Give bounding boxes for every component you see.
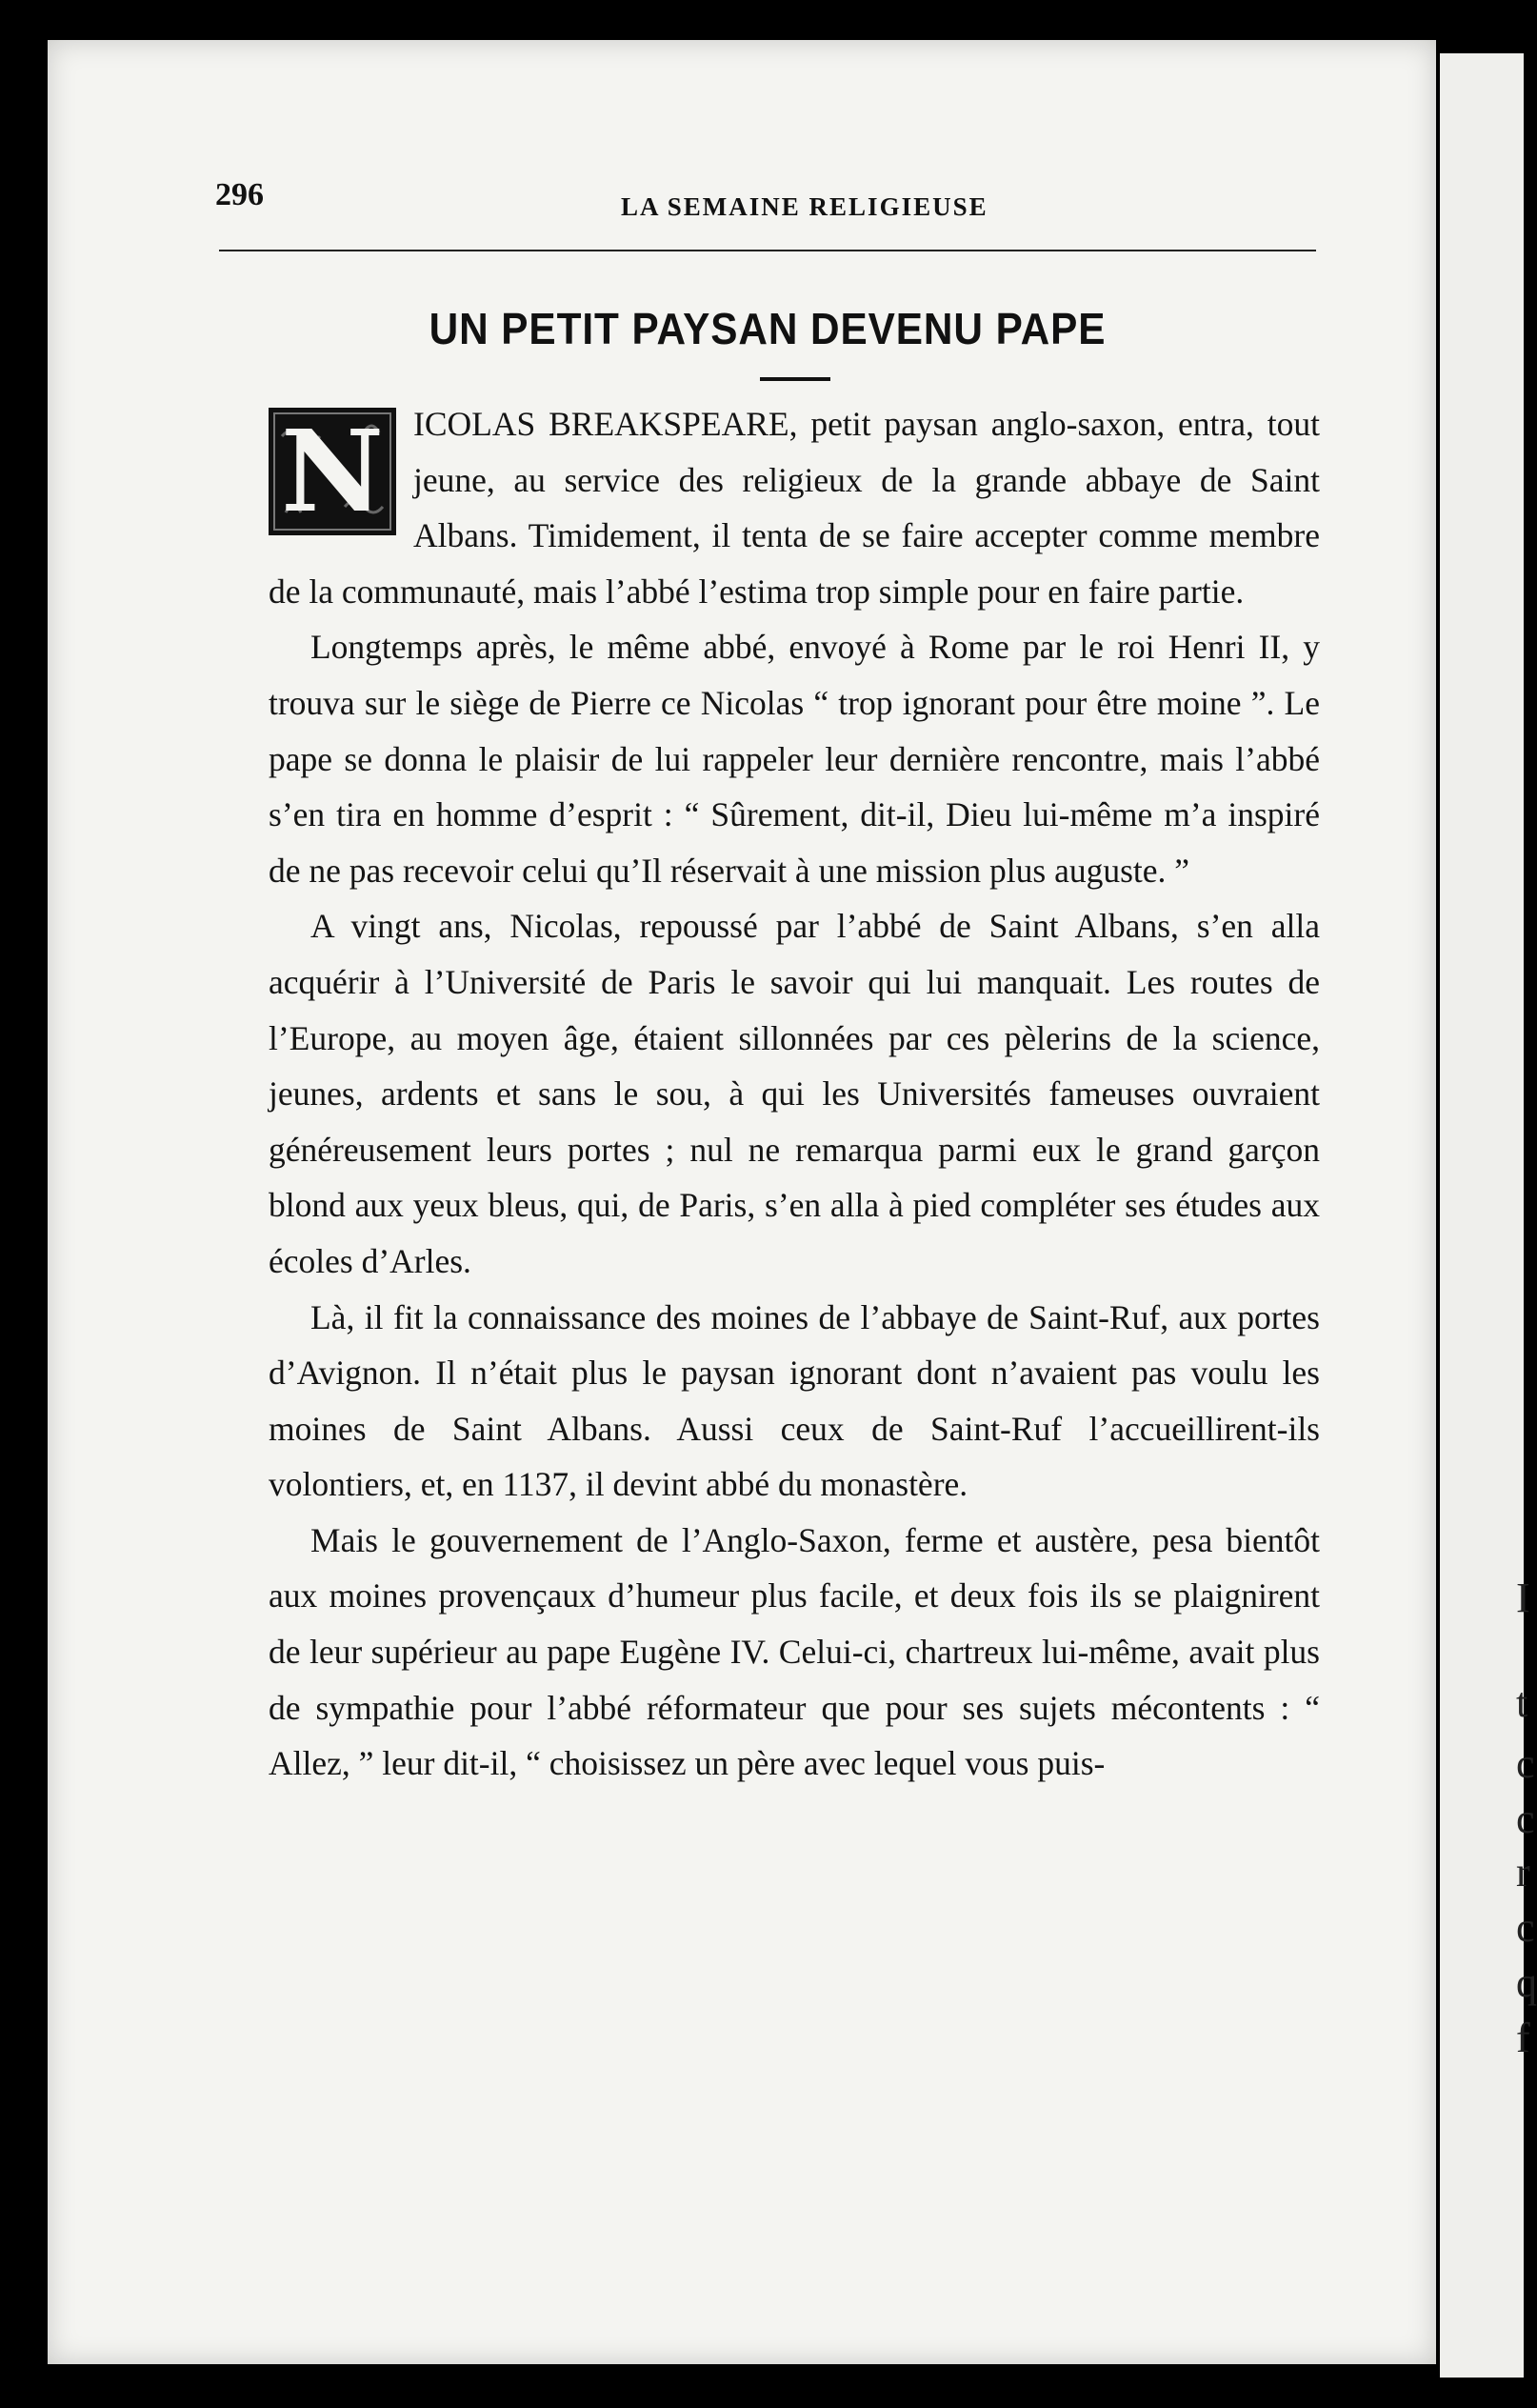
title-rule [760, 377, 830, 381]
dropcap-letter: N [281, 405, 384, 537]
paragraph-3: A vingt ans, Nicolas, repoussé par l’abbé de Saint Albans, s’en alla acquérir à l’Université de Paris le savoir qui lui manquait. Les routes de l’Europe, au moyen âge, étaient sillonnées par ces pèlerins de la science, jeunes, ardents et sans le sou, à qui les Universités fameuses ouvraient généreusement leurs portes ; nul ne remarqua parmi eux le grand garçon blond aux yeux bleus, qui, de Paris, s’en alla à pied compléter ses études aux écoles d’Arles. [269, 907, 1320, 1280]
paragraph-5: Mais le gouvernement de l’Anglo-Saxon, ferme et austère, pesa bientôt aux moines provençaux d’humeur plus facile, et deux fois ils se plaignirent de leur supérieur au pape Eugène IV. Celui-ci, chartreux lui-même, avait plus de sympathie pour l’abbé réformateur que pour ses sujets mécontents : “ Allez, ” leur dit-il, “ choisissez un père avec lequel vous puis- [269, 1520, 1320, 1783]
facing-page-letter: I [1516, 1575, 1530, 1621]
facing-page-edge [1440, 53, 1537, 2378]
paragraph-4: Là, il fit la connaissance des moines de l’abbaye de Saint-Ruf, aux portes d’Avignon. Il n’était plus le paysan ignorant dont n’avaient pas voulu les moines de Saint Albans. Aussi ceux de Saint-Ruf l’accueillirent-ils volontiers, et, en 1137, il devint abbé du monastère. [269, 1297, 1320, 1504]
journal-title: LA SEMAINE RELIGIEUSE [621, 192, 988, 221]
paragraph-1 [269, 396, 1320, 619]
facing-page-letter: c [1516, 1740, 1535, 1787]
dropcap [269, 405, 396, 537]
facing-page-letter: f [1516, 2015, 1530, 2061]
article-body [269, 396, 1320, 1792]
header-rule [219, 250, 1316, 251]
article-title: UN PETIT PAYSAN DEVENU PAPE [429, 304, 1107, 353]
paragraph-2: Longtemps après, le même abbé, envoyé à Rome par le roi Henri II, y trouva sur le siège de Pierre ce Nicolas “ trop ignorant pour être moine ”. Le pape se donna le plaisir de lui rappeler leur dernière rencontre, mais l’abbé s’en tira en homme d’esprit : “ Sûrement, dit-il, Dieu lui-même m’a inspiré de ne pas recevoir celui qu’Il réservait à une mission plus auguste. ” [269, 628, 1320, 890]
paragraph-1-text: ICOLAS BREAKSPEARE, petit paysan anglo-saxon, entra, tout jeune, au service des religieux de la grande abbaye de Saint Albans. Timidement, il tenta de se faire accepter comme membre de la communauté, mais l’abbé l’estima trop simple pour en faire partie. [269, 405, 1320, 611]
page-number: 296 [215, 177, 264, 212]
facing-page-letter: c [1516, 1904, 1535, 1951]
facing-page-letter: c [1516, 1796, 1535, 1842]
facing-page-letter: q [1516, 1959, 1537, 2006]
running-head [215, 170, 1320, 227]
facing-page-letter: t [1516, 1679, 1528, 1726]
facing-page-letter: r [1516, 1849, 1530, 1896]
